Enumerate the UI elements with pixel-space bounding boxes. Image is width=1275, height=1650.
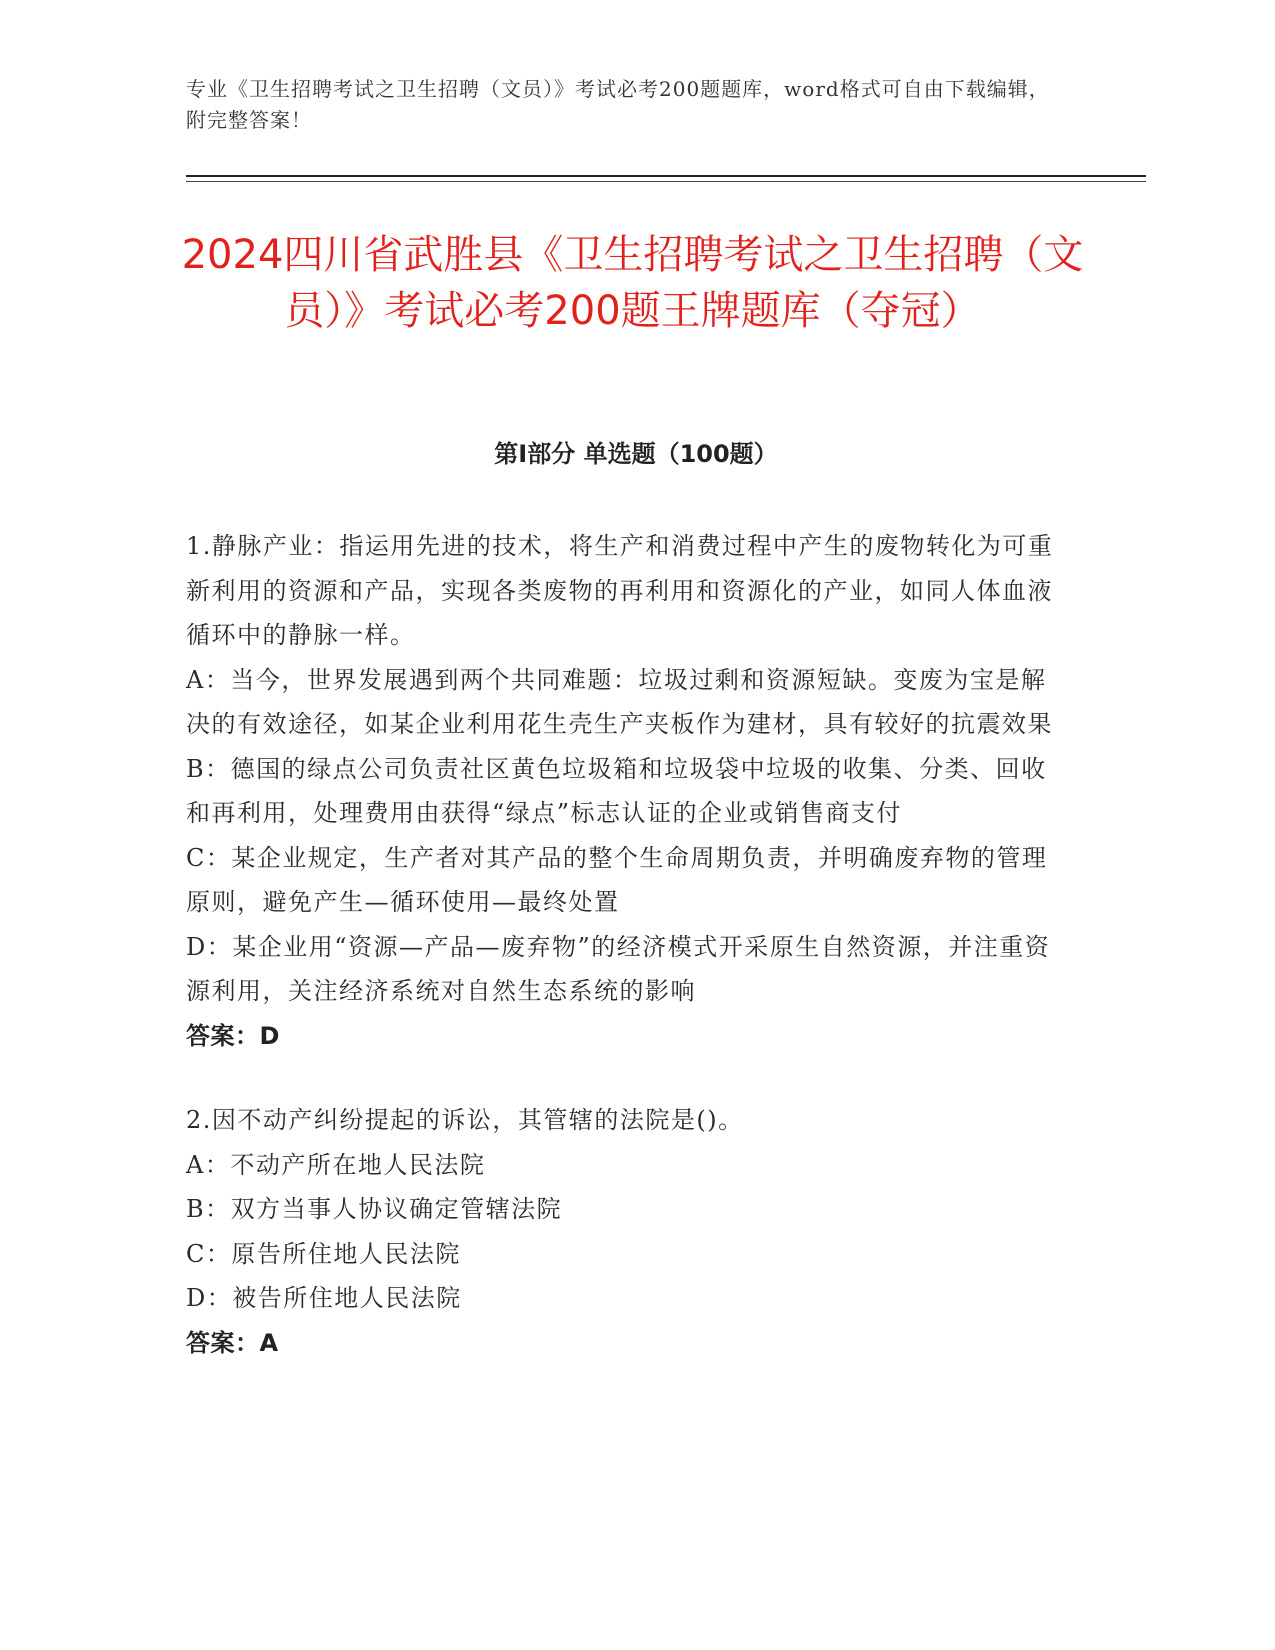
option-c: C：某企业规定，生产者对其产品的整个生命周期负责，并明确废弃物的管理原则，避免产生—循环使用—最终处置 [186, 843, 1048, 916]
question-2 [186, 1098, 1066, 1365]
question-stem: 2.因不动产纠纷提起的诉讼，其管辖的法院是()。 [186, 1106, 744, 1134]
section-heading: 第Ⅰ部分 单选题（100题） [494, 440, 778, 468]
answer: 答案：A [186, 1328, 279, 1357]
question-list [186, 524, 1066, 1405]
option-d: D：某企业用“资源—产品—废弃物”的经济模式开采原生自然资源，并注重资源利用，关注经济系统对自然生态系统的影响 [186, 932, 1051, 1005]
option-b: B：德国的绿点公司负责社区黄色垃圾箱和垃圾袋中垃圾的收集、分类、回收和再利用，处理费用由获得“绿点”标志认证的企业或销售商支付 [186, 754, 1047, 827]
question-stem: 1.静脉产业：指运用先进的技术，将生产和消费过程中产生的废物转化为可重新利用的资源和产品，实现各类废物的再利用和资源化的产业，如同人体血液循环中的静脉一样。 [186, 532, 1054, 649]
header-divider-thin [186, 181, 1146, 182]
document-title: 2024四川省武胜县《卫生招聘考试之卫生招聘（文员）》考试必考200题王牌题库（夺冠） [181, 232, 1084, 334]
header-note: 专业《卫生招聘考试之卫生招聘（文员）》考试必考200题题库，word格式可自由下载编辑，附完整答案！ [186, 77, 1050, 132]
option-a: A：当今，世界发展遇到两个共同难题：垃圾过剩和资源短缺。变废为宝是解决的有效途径，如某企业利用花生壳生产夹板作为建材，具有较好的抗震效果 [186, 665, 1053, 738]
option-b: B：双方当事人协议确定管辖法院 [186, 1195, 563, 1223]
option-a: A：不动产所在地人民法院 [186, 1150, 486, 1179]
header-divider-thick [186, 175, 1146, 177]
option-d: D：被告所住地人民法院 [186, 1284, 462, 1312]
option-c: C：原告所住地人民法院 [186, 1239, 461, 1268]
answer: 答案：D [186, 1021, 280, 1050]
question-1 [186, 524, 1066, 1058]
